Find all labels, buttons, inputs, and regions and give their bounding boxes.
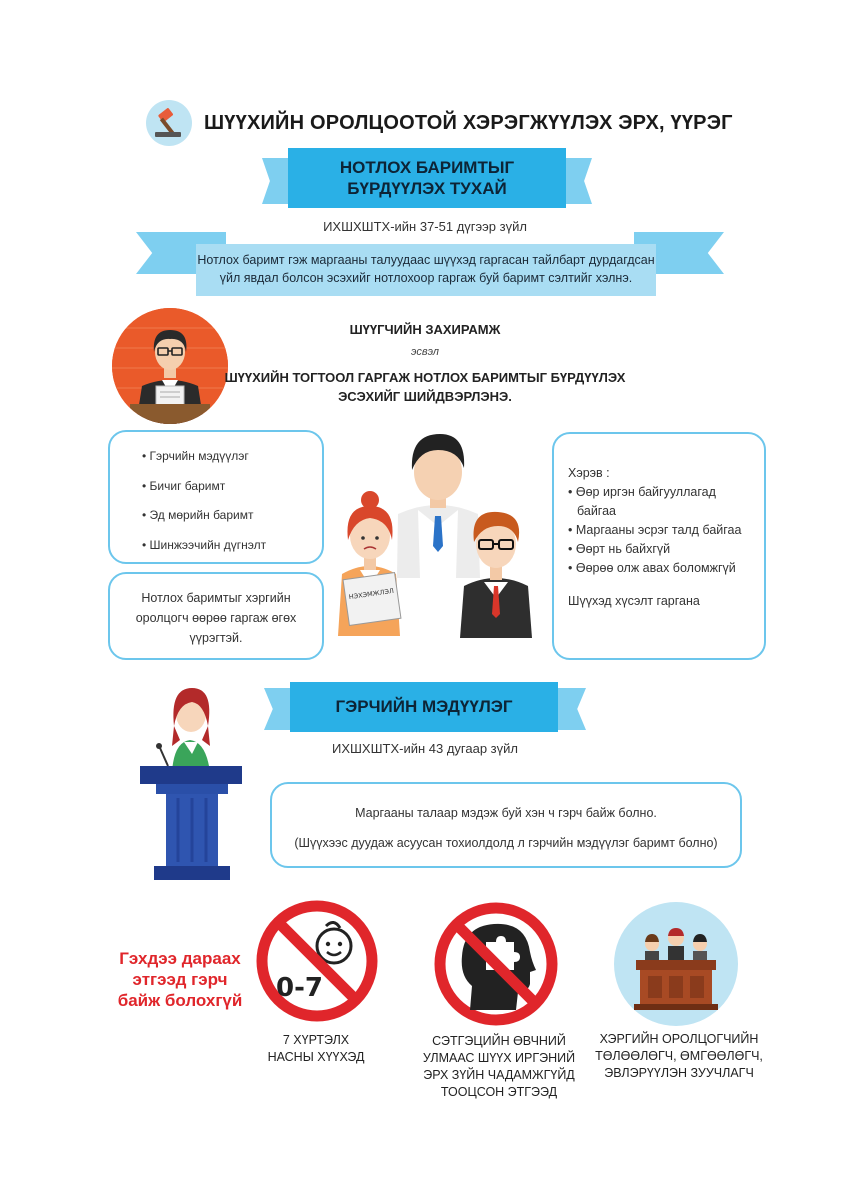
condition-item-continued: байгаа	[577, 504, 616, 518]
party-duty-line3: үүрэгтэй.	[189, 631, 243, 645]
no-mental-illness-icon	[432, 900, 560, 1028]
page-title: ШҮҮХИЙН ОРОЛЦООТОЙ ХЭРЭГЖҮҮЛЭХ ЭРХ, ҮҮРЭГ	[204, 112, 733, 134]
condition-item: • Өөрөө олж авах боломжгүй	[568, 561, 736, 575]
court-decision	[160, 368, 690, 406]
court-decision-line2: ЭСЭХИЙГ ШИЙДВЭРЛЭНЭ.	[338, 389, 512, 404]
evidence-definition	[196, 244, 656, 296]
party-duty-box	[108, 572, 324, 660]
condition-item-label: Өөр иргэн байгууллагад	[575, 485, 716, 499]
exclusion-caption-mental	[410, 1033, 588, 1101]
condition-item-label: Маргааны эсрэг талд байгаа	[575, 523, 742, 537]
exclusion-caption-line: ЭРХ ЗҮЙН ЧАДАМЖГҮЙД	[423, 1068, 575, 1082]
exclusion-caption-line: ТООЦСОН ЭТГЭЭД	[440, 1085, 558, 1099]
definition-line2: үйл явдал болсон эсэхийг нотлохоор гаргаж буй баримт сэлтийг хэлнэ.	[219, 271, 633, 285]
evidence-type-item: • Эд мөрийн баримт	[142, 501, 322, 531]
conditions-title: Хэрэв :	[568, 466, 610, 480]
exclusions-heading-line2: этгээд гэрч	[132, 970, 228, 989]
condition-item: • Өөр иргэн байгууллагад	[568, 485, 716, 499]
evidence-article: ИХШХШТХ-ийн 37-51 дүгээр зүйл	[323, 219, 527, 234]
condition-item: • Маргааны эсрэг талд байгаа	[568, 523, 742, 537]
exclusion-caption-line: ХЭРГИЙН ОРОЛЦОГЧИЙН	[599, 1032, 759, 1046]
exclusion-caption-child	[236, 1032, 396, 1066]
evidence-types-list	[110, 432, 322, 560]
condition-item: • Өөрт нь байхгүй	[568, 542, 671, 556]
witness-note: (Шүүхээс дуудаж асуусан тохиолдолд л гэрчийн мэдүүлэг баримт болно)	[294, 836, 718, 850]
exclusions-heading-line1: Гэхдээ дараах	[119, 949, 241, 968]
condition-item-label: Өөрөө олж авах боломжгүй	[575, 561, 736, 575]
exclusions-heading-line3: байж болохгүй	[117, 991, 243, 1010]
gavel-icon	[146, 100, 192, 146]
or-text: эсвэл	[410, 346, 440, 358]
evidence-type-item: • Бичиг баримт	[142, 472, 322, 502]
witness-statement-box	[270, 782, 742, 868]
exclusion-caption-representative	[590, 1031, 768, 1082]
parties-illustration	[332, 418, 544, 640]
definition-line1: Нотлох баримт гэж маргааны талуудаас шүүхэд гаргасан тайлбарт дурдагдсан	[197, 253, 655, 267]
no-child-icon	[254, 898, 380, 1024]
court-panel-icon	[614, 902, 738, 1026]
evidence-types-box	[108, 430, 324, 564]
conditions-box	[552, 432, 766, 660]
exclusion-caption-line: УЛМААС ШҮҮХ ИРГЭНИЙ	[422, 1051, 576, 1065]
exclusions-heading	[108, 948, 252, 1011]
witness-banner: ГЭРЧИЙН МЭДҮҮЛЭГ	[290, 682, 558, 732]
witness-statement: Маргааны талаар мэдэж буй хэн ч гэрч байж болно.	[355, 806, 657, 820]
exclusion-caption-line: ТӨЛӨӨЛӨГЧ, ӨМГӨӨЛӨГЧ,	[595, 1049, 763, 1063]
court-decision-line1: ШҮҮХИЙН ТОГТООЛ ГАРГАЖ НОТЛОХ БАРИМТЫГ БҮРДҮҮЛЭХ	[224, 370, 626, 385]
evidence-banner-line1: НОТЛОХ БАРИМТЫГ	[339, 158, 515, 177]
party-duty-line1: Нотлох баримтыг хэргийн	[141, 591, 291, 605]
condition-item-label: Өөрт нь байхгүй	[575, 542, 671, 556]
exclusion-caption-line: 7 ХҮРТЭЛХ	[282, 1033, 350, 1047]
party-duty-line2: оролцогч өөрөө гаргаж өгөх	[135, 611, 297, 625]
evidence-type-item: • Шинжээчийн дүгнэлт	[142, 531, 322, 561]
witness-speaker-illustration	[138, 680, 246, 886]
witness-article: ИХШХШТХ-ийн 43 дугаар зүйл	[332, 741, 518, 756]
evidence-banner	[288, 148, 566, 208]
exclusion-caption-line: НАСНЫ ХҮҮХЭД	[267, 1050, 365, 1064]
evidence-banner-line2: БҮРДҮҮЛЭХ ТУХАЙ	[347, 179, 507, 198]
exclusion-caption-line: ЭВЛЭРҮҮЛЭН ЗУУЧЛАГЧ	[604, 1066, 754, 1080]
evidence-type-item: • Гэрчийн мэдүүлэг	[142, 442, 322, 472]
age-label: 0-7	[276, 973, 323, 1003]
conditions-result: Шүүхэд хүсэлт гаргана	[568, 594, 700, 608]
exclusion-caption-line: СЭТГЭЦИЙН ӨВЧНИЙ	[432, 1034, 566, 1048]
complaint-folder-label: НЭХЭМЖЛЭЛ	[348, 586, 395, 602]
judge-order: ШҮҮГЧИЙН ЗАХИРАМЖ	[349, 322, 501, 337]
